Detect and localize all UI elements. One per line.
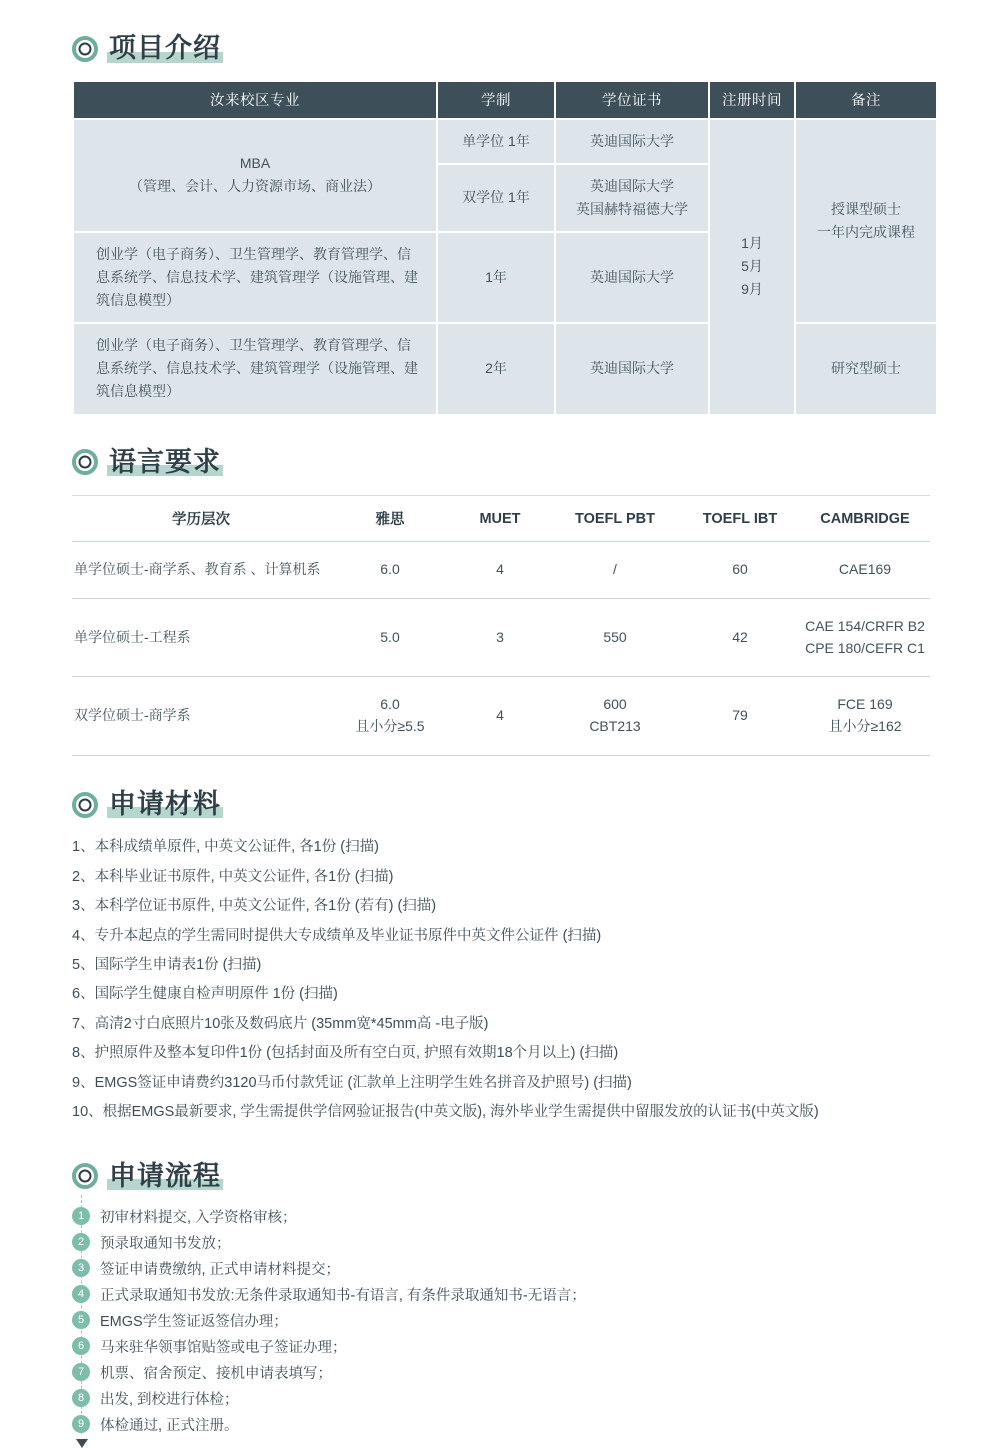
- cell-register: 1月 5月 9月: [710, 120, 794, 414]
- process-step: [72, 1385, 952, 1411]
- cell-level: 单学位硕士-工程系: [72, 598, 330, 676]
- cell-note-research: 研究型硕士: [796, 324, 936, 413]
- cell-muet: 4: [450, 542, 550, 599]
- list-item: 7、高清2寸白底照片10张及数码底片 (35mm宽*45mm高 -电子版): [72, 1015, 489, 1032]
- process-step: [72, 1359, 952, 1385]
- cell-muet: 4: [450, 677, 550, 755]
- table-row: [74, 324, 936, 413]
- materials-list: [72, 833, 952, 1127]
- cell-toefl-ibt: 60: [680, 542, 800, 599]
- cell-toefl-pbt: /: [550, 542, 680, 599]
- list-item: 6、国际学生健康自检声明原件 1份 (扫描): [72, 986, 338, 1003]
- section-header-program: [72, 34, 1000, 64]
- cell-ielts: 6.0 且小分≥5.5: [330, 677, 450, 755]
- col-toefl-pbt: TOEFL PBT: [550, 496, 680, 542]
- step-number-badge: 9: [72, 1415, 90, 1433]
- step-number-badge: 5: [72, 1311, 90, 1329]
- cell-major-mba: MBA （管理、会计、人力资源市场、商业法）: [74, 120, 436, 231]
- step-label: 初审材料提交, 入学资格审核；: [100, 1209, 297, 1226]
- cell-degree: 英迪国际大学: [556, 233, 708, 322]
- list-item: 1、本科成绩单原件, 中英文公证件, 各1份 (扫描): [72, 839, 379, 856]
- cell-ielts: 6.0: [330, 542, 450, 599]
- cell-toefl-ibt: 79: [680, 677, 800, 755]
- cell-degree: 英迪国际大学: [556, 324, 708, 413]
- section-header-language: [72, 448, 1000, 478]
- list-item: 3、本科学位证书原件, 中英文公证件, 各1份 (若有) (扫描): [72, 898, 437, 915]
- step-number-badge: 4: [72, 1285, 90, 1303]
- step-label: EMGS学生签证返签信办理；: [100, 1313, 288, 1330]
- page-title-program: 项目介绍: [109, 33, 221, 63]
- target-circle-icon: [72, 792, 98, 818]
- section-header-process: [72, 1162, 1000, 1192]
- step-label: 机票、宿舍预定、接机申请表填写；: [100, 1365, 332, 1382]
- list-item: 10、根据EMGS最新要求, 学生需提供学信网验证报告(中英文版), 海外毕业学生需提供中留服发放的认证书(中英文版): [72, 1104, 819, 1121]
- col-cambridge: CAMBRIDGE: [800, 496, 930, 542]
- step-number-badge: 2: [72, 1233, 90, 1251]
- step-number-badge: 1: [72, 1207, 90, 1225]
- col-major: 汝来校区专业: [74, 82, 436, 118]
- col-register: 注册时间: [710, 82, 794, 118]
- process-step: [72, 1203, 952, 1229]
- col-degree: 学位证书: [556, 82, 708, 118]
- step-number-badge: 6: [72, 1337, 90, 1355]
- cell-cambridge: CAE169: [800, 542, 930, 599]
- cell-duration: 1年: [438, 233, 554, 322]
- list-item: 4、专升本起点的学生需同时提供大专成绩单及毕业证书原件中英文件公证件 (扫描): [72, 927, 602, 944]
- process-step: [72, 1333, 952, 1359]
- down-arrow-icon: [76, 1439, 88, 1448]
- process-step: [72, 1281, 952, 1307]
- page-title-process: 申请流程: [109, 1160, 221, 1191]
- cell-level: 双学位硕士-商学系: [72, 677, 330, 755]
- step-number-badge: 3: [72, 1259, 90, 1277]
- target-circle-icon: [72, 449, 98, 475]
- step-label: 马来驻华领事馆贴签或电子签证办理；: [100, 1339, 347, 1356]
- cell-degree: 英迪国际大学: [556, 120, 708, 163]
- list-item: 5、国际学生申请表1份 (扫描): [72, 957, 262, 974]
- cell-level: 单学位硕士-商学系、教育系 、计算机系: [72, 542, 330, 599]
- cell-degree-dual: 英迪国际大学 英国赫特福德大学: [556, 165, 708, 231]
- table-row: [72, 542, 930, 599]
- cell-cambridge: CAE 154/CRFR B2 CPE 180/CEFR C1: [800, 598, 930, 676]
- process-step: [72, 1229, 952, 1255]
- cell-toefl-pbt: 550: [550, 598, 680, 676]
- step-label: 正式录取通知书发放:无条件录取通知书-有语言, 有条件录取通知书-无语言；: [100, 1287, 586, 1304]
- step-label: 出发, 到校进行体检；: [100, 1391, 239, 1408]
- page-title-language: 语言要求: [109, 446, 221, 477]
- col-note: 备注: [796, 82, 936, 118]
- page-title-materials: 申请材料: [109, 788, 221, 819]
- cell-ielts: 5.0: [330, 598, 450, 676]
- table-header-row: [72, 496, 930, 542]
- table-row: [72, 598, 930, 676]
- cell-toefl-ibt: 42: [680, 598, 800, 676]
- col-level: 学历层次: [72, 496, 330, 542]
- table-row: [72, 677, 930, 755]
- list-item: 9、EMGS签证申请费约3120马币付款凭证 (汇款单上注明学生姓名拼音及护照号) (扫描): [72, 1074, 632, 1091]
- cell-note-taught: 授课型硕士 一年内完成课程: [796, 120, 936, 323]
- section-header-materials: [72, 790, 1000, 820]
- step-number-badge: 7: [72, 1363, 90, 1381]
- target-circle-icon: [72, 36, 98, 62]
- cell-duration: 单学位 1年: [438, 120, 554, 163]
- step-label: 签证申请费缴纳, 正式申请材料提交；: [100, 1261, 341, 1278]
- list-item: 2、本科毕业证书原件, 中英文公证件, 各1份 (扫描): [72, 868, 394, 885]
- step-label: 预录取通知书发放；: [100, 1235, 231, 1252]
- program-table: [72, 80, 938, 416]
- table-header-row: [74, 82, 936, 118]
- process-step: [72, 1411, 952, 1437]
- list-item: 8、护照原件及整本复印件1份 (包括封面及所有空白页, 护照有效期18个月以上) (扫描): [72, 1045, 619, 1062]
- cell-duration: 2年: [438, 324, 554, 413]
- col-muet: MUET: [450, 496, 550, 542]
- process-step: [72, 1307, 952, 1333]
- col-ielts: 雅思: [330, 496, 450, 542]
- cell-cambridge: FCE 169 且小分≥162: [800, 677, 930, 755]
- col-toefl-ibt: TOEFL IBT: [680, 496, 800, 542]
- process-steps-list: [72, 1203, 952, 1448]
- col-duration: 学制: [438, 82, 554, 118]
- target-circle-icon: [72, 1163, 98, 1189]
- language-requirements-table: [72, 495, 930, 755]
- cell-muet: 3: [450, 598, 550, 676]
- table-row: [74, 120, 936, 163]
- cell-major-list: 创业学（电子商务）、卫生管理学、教育管理学、信息系统学、信息技术学、建筑管理学（设施管理、建筑信息模型）: [74, 233, 436, 322]
- step-number-badge: 8: [72, 1389, 90, 1407]
- process-step: [72, 1255, 952, 1281]
- cell-duration: 双学位 1年: [438, 165, 554, 231]
- cell-major-list: 创业学（电子商务）、卫生管理学、教育管理学、信息系统学、信息技术学、建筑管理学（设施管理、建筑信息模型）: [74, 324, 436, 413]
- step-label: 体检通过, 正式注册。: [100, 1417, 239, 1434]
- cell-toefl-pbt: 600 CBT213: [550, 677, 680, 755]
